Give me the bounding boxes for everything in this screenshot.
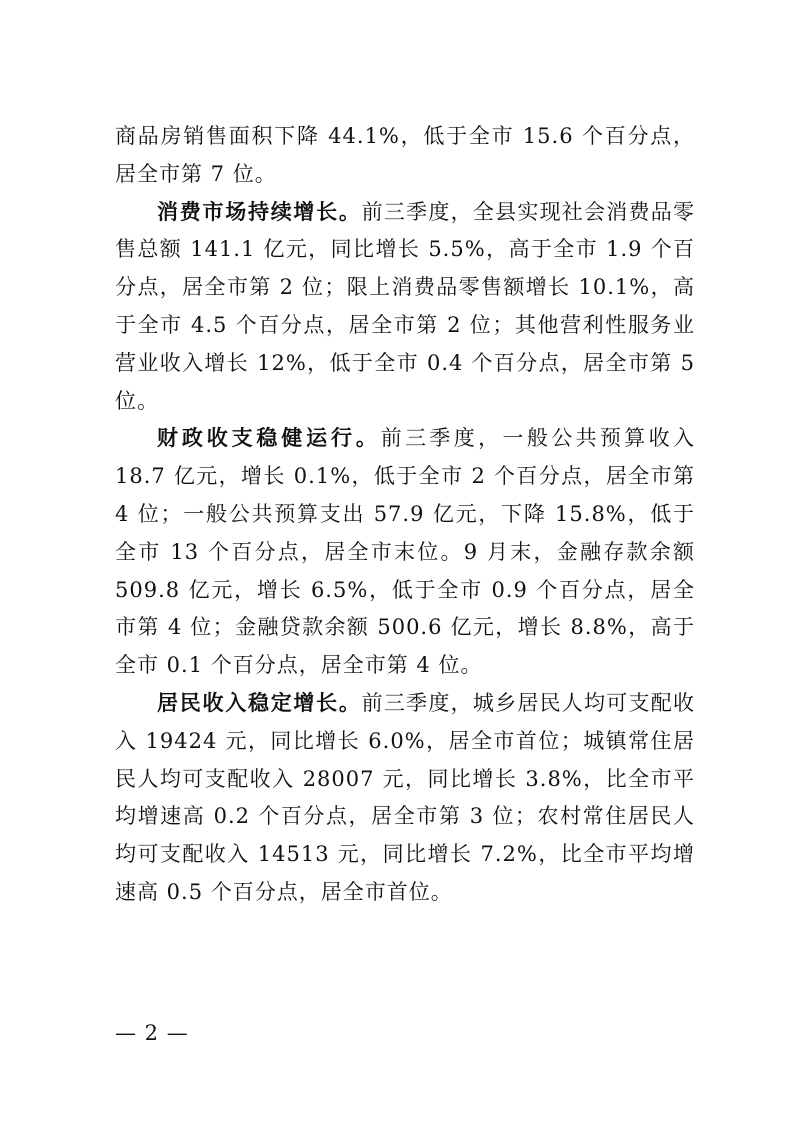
paragraph-lead-heading: 消费市场持续增长。	[157, 199, 362, 224]
paragraph-housing-continuation	[115, 118, 695, 194]
paragraph-lead-heading: 居民收入稳定增长。	[157, 690, 362, 715]
page-number: — 2 —	[115, 1021, 189, 1045]
paragraph-lead-heading: 财政收支稳健运行。	[157, 426, 381, 451]
paragraph-fiscal	[115, 420, 695, 685]
paragraph-text: 前三季度，城乡居民人均可支配收入 19424 元，同比增长 6.0%，居全市首位；城镇常住居民人均可支配收入 28007 元，同比增长 3.8%，比全市平均增速高 0.2 个百分点，居全市第 3 位；农村常住居民人均可支配收入 14513 元，同比增长 7.2%，比全市平均增速高 0.5 个百分点，居全市首位。	[115, 690, 696, 904]
paragraph-text: 商品房销售面积下降 44.1%，低于全市 15.6 个百分点，居全市第 7 位。	[115, 124, 695, 186]
paragraph-text: 前三季度，全县实现社会消费品零售总额 141.1 亿元，同比增长 5.5%，高于全市 1.9 个百分点，居全市第 2 位；限上消费品零售额增长 10.1%，高于全市 4.5 个百分点，居全市第 2 位；其他营利性服务业营业收入增长 12%，低于全市 0.4 个百分点，居全市第 5 位。	[115, 199, 696, 413]
document-body	[115, 118, 695, 912]
paragraph-text: 前三季度，一般公共预算收入 18.7 亿元，增长 0.1%，低于全市 2 个百分点，居全市第 4 位；一般公共预算支出 57.9 亿元，下降 15.8%，低于全市 13 个百分点，居全市末位。9 月末，金融存款余额 509.8 亿元，增长 6.5%，低于全市 0.9 个百分点，居全市第 4 位；金融贷款余额 500.6 亿元，增长 8.8%，高于全市 0.1 个百分点，居全市第 4 位。	[115, 426, 696, 678]
paragraph-consumer-market	[115, 194, 695, 421]
paragraph-income	[115, 685, 695, 912]
